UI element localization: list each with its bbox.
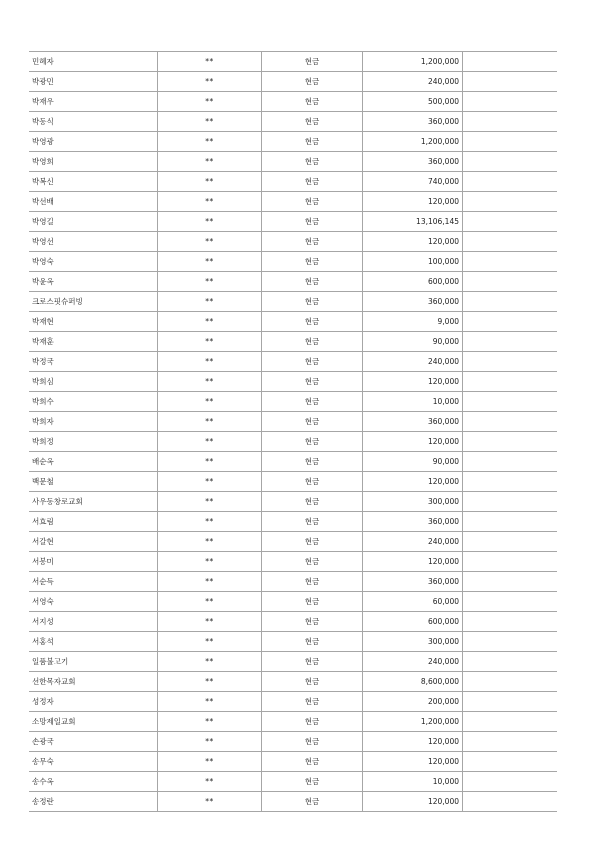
masked-id-cell: ** (158, 272, 262, 292)
donor-name-cell: 박영숙 (29, 252, 158, 272)
payment-type-cell: 현금 (262, 112, 363, 132)
amount-cell: 100,000 (363, 252, 463, 272)
masked-id-cell: ** (158, 332, 262, 352)
masked-id-cell: ** (158, 792, 262, 812)
masked-id-cell: ** (158, 572, 262, 592)
amount-cell: 120,000 (363, 792, 463, 812)
note-cell (463, 192, 558, 212)
masked-id-cell: ** (158, 112, 262, 132)
donor-name-cell: 박복신 (29, 172, 158, 192)
table-row (29, 652, 557, 672)
donor-name-cell: 박광민 (29, 72, 158, 92)
table-row (29, 252, 557, 272)
payment-type-cell: 현금 (262, 692, 363, 712)
table-row (29, 392, 557, 412)
masked-id-cell: ** (158, 772, 262, 792)
note-cell (463, 632, 558, 652)
payment-type-cell: 현금 (262, 392, 363, 412)
payment-type-cell: 현금 (262, 452, 363, 472)
payment-type-cell: 현금 (262, 92, 363, 112)
amount-cell: 360,000 (363, 412, 463, 432)
donor-name-cell: 선한목자교회 (29, 672, 158, 692)
payment-type-cell: 현금 (262, 772, 363, 792)
donor-name-cell: 서갈현 (29, 532, 158, 552)
table-row (29, 572, 557, 592)
amount-cell: 360,000 (363, 292, 463, 312)
table-row (29, 772, 557, 792)
donor-name-cell: 서봉미 (29, 552, 158, 572)
donor-name-cell: 송무숙 (29, 752, 158, 772)
donor-name-cell: 박희자 (29, 412, 158, 432)
payment-type-cell: 현금 (262, 752, 363, 772)
table-row (29, 412, 557, 432)
payment-type-cell: 현금 (262, 492, 363, 512)
donor-name-cell: 배순옥 (29, 452, 158, 472)
table-row (29, 592, 557, 612)
table-row (29, 532, 557, 552)
amount-cell: 8,600,000 (363, 672, 463, 692)
masked-id-cell: ** (158, 532, 262, 552)
amount-cell: 120,000 (363, 192, 463, 212)
amount-cell: 120,000 (363, 232, 463, 252)
amount-cell: 60,000 (363, 592, 463, 612)
table-row (29, 792, 557, 812)
payment-type-cell: 현금 (262, 572, 363, 592)
note-cell (463, 552, 558, 572)
amount-cell: 740,000 (363, 172, 463, 192)
note-cell (463, 692, 558, 712)
donor-name-cell: 송정란 (29, 792, 158, 812)
amount-cell: 13,106,145 (363, 212, 463, 232)
amount-cell: 120,000 (363, 552, 463, 572)
amount-cell: 360,000 (363, 512, 463, 532)
table-row (29, 512, 557, 532)
payment-type-cell: 현금 (262, 352, 363, 372)
amount-cell: 120,000 (363, 732, 463, 752)
note-cell (463, 352, 558, 372)
masked-id-cell: ** (158, 652, 262, 672)
donor-name-cell: 박영길 (29, 212, 158, 232)
note-cell (463, 472, 558, 492)
payment-type-cell: 현금 (262, 212, 363, 232)
note-cell (463, 572, 558, 592)
masked-id-cell: ** (158, 492, 262, 512)
donor-name-cell: 박정국 (29, 352, 158, 372)
donor-name-cell: 박영희 (29, 152, 158, 172)
masked-id-cell: ** (158, 452, 262, 472)
table-row (29, 132, 557, 152)
table-row (29, 672, 557, 692)
amount-cell: 360,000 (363, 572, 463, 592)
note-cell (463, 52, 558, 72)
table-row (29, 232, 557, 252)
donor-name-cell: 박재우 (29, 92, 158, 112)
note-cell (463, 292, 558, 312)
table-row (29, 72, 557, 92)
note-cell (463, 252, 558, 272)
donor-name-cell: 민혜자 (29, 52, 158, 72)
note-cell (463, 772, 558, 792)
masked-id-cell: ** (158, 692, 262, 712)
masked-id-cell: ** (158, 732, 262, 752)
note-cell (463, 732, 558, 752)
table-row (29, 452, 557, 472)
masked-id-cell: ** (158, 372, 262, 392)
masked-id-cell: ** (158, 212, 262, 232)
masked-id-cell: ** (158, 292, 262, 312)
table-row (29, 372, 557, 392)
masked-id-cell: ** (158, 172, 262, 192)
amount-cell: 240,000 (363, 352, 463, 372)
amount-cell: 240,000 (363, 652, 463, 672)
payment-type-cell: 현금 (262, 732, 363, 752)
amount-cell: 600,000 (363, 612, 463, 632)
note-cell (463, 592, 558, 612)
masked-id-cell: ** (158, 252, 262, 272)
donor-name-cell: 백문철 (29, 472, 158, 492)
payment-type-cell: 현금 (262, 272, 363, 292)
table-row (29, 292, 557, 312)
note-cell (463, 372, 558, 392)
amount-cell: 120,000 (363, 372, 463, 392)
payment-type-cell: 현금 (262, 552, 363, 572)
note-cell (463, 752, 558, 772)
donor-name-cell: 박재훈 (29, 332, 158, 352)
masked-id-cell: ** (158, 612, 262, 632)
payment-type-cell: 현금 (262, 132, 363, 152)
payment-type-cell: 현금 (262, 172, 363, 192)
table-row (29, 712, 557, 732)
amount-cell: 1,200,000 (363, 132, 463, 152)
amount-cell: 120,000 (363, 472, 463, 492)
payment-type-cell: 현금 (262, 72, 363, 92)
amount-cell: 90,000 (363, 452, 463, 472)
note-cell (463, 712, 558, 732)
table-row (29, 272, 557, 292)
note-cell (463, 232, 558, 252)
payment-type-cell: 현금 (262, 712, 363, 732)
note-cell (463, 332, 558, 352)
payment-type-cell: 현금 (262, 332, 363, 352)
table-row (29, 752, 557, 772)
amount-cell: 10,000 (363, 392, 463, 412)
donor-name-cell: 성정자 (29, 692, 158, 712)
ledger-body (29, 52, 557, 812)
donor-name-cell: 박영광 (29, 132, 158, 152)
table-row (29, 172, 557, 192)
payment-type-cell: 현금 (262, 152, 363, 172)
note-cell (463, 512, 558, 532)
payment-type-cell: 현금 (262, 592, 363, 612)
masked-id-cell: ** (158, 232, 262, 252)
masked-id-cell: ** (158, 512, 262, 532)
donor-name-cell: 박희정 (29, 432, 158, 452)
amount-cell: 300,000 (363, 632, 463, 652)
masked-id-cell: ** (158, 592, 262, 612)
note-cell (463, 132, 558, 152)
donor-name-cell: 서영숙 (29, 592, 158, 612)
donor-name-cell: 박선배 (29, 192, 158, 212)
masked-id-cell: ** (158, 632, 262, 652)
table-row (29, 692, 557, 712)
note-cell (463, 172, 558, 192)
masked-id-cell: ** (158, 352, 262, 372)
donor-name-cell: 송수옥 (29, 772, 158, 792)
payment-type-cell: 현금 (262, 412, 363, 432)
table-row (29, 632, 557, 652)
donor-name-cell: 일품불고기 (29, 652, 158, 672)
amount-cell: 200,000 (363, 692, 463, 712)
amount-cell: 1,200,000 (363, 52, 463, 72)
donor-name-cell: 박희수 (29, 392, 158, 412)
masked-id-cell: ** (158, 412, 262, 432)
note-cell (463, 672, 558, 692)
payment-type-cell: 현금 (262, 632, 363, 652)
donor-name-cell: 박윤옥 (29, 272, 158, 292)
table-row (29, 112, 557, 132)
donor-name-cell: 사우동창로교회 (29, 492, 158, 512)
masked-id-cell: ** (158, 392, 262, 412)
payment-type-cell: 현금 (262, 52, 363, 72)
table-row (29, 352, 557, 372)
donation-ledger-table (29, 51, 557, 812)
donor-name-cell: 박재현 (29, 312, 158, 332)
donor-name-cell: 서지성 (29, 612, 158, 632)
payment-type-cell: 현금 (262, 612, 363, 632)
donor-name-cell: 박희심 (29, 372, 158, 392)
payment-type-cell: 현금 (262, 792, 363, 812)
masked-id-cell: ** (158, 712, 262, 732)
table-row (29, 152, 557, 172)
note-cell (463, 532, 558, 552)
table-row (29, 732, 557, 752)
donor-name-cell: 서효림 (29, 512, 158, 532)
payment-type-cell: 현금 (262, 672, 363, 692)
masked-id-cell: ** (158, 72, 262, 92)
payment-type-cell: 현금 (262, 652, 363, 672)
masked-id-cell: ** (158, 132, 262, 152)
note-cell (463, 412, 558, 432)
masked-id-cell: ** (158, 432, 262, 452)
note-cell (463, 112, 558, 132)
payment-type-cell: 현금 (262, 472, 363, 492)
amount-cell: 10,000 (363, 772, 463, 792)
payment-type-cell: 현금 (262, 192, 363, 212)
table-row (29, 192, 557, 212)
table-row (29, 552, 557, 572)
donor-name-cell: 손광국 (29, 732, 158, 752)
note-cell (463, 452, 558, 472)
amount-cell: 120,000 (363, 752, 463, 772)
amount-cell: 360,000 (363, 112, 463, 132)
payment-type-cell: 현금 (262, 232, 363, 252)
payment-type-cell: 현금 (262, 292, 363, 312)
donor-name-cell: 박동식 (29, 112, 158, 132)
note-cell (463, 792, 558, 812)
note-cell (463, 212, 558, 232)
table-row (29, 212, 557, 232)
payment-type-cell: 현금 (262, 312, 363, 332)
table-row (29, 492, 557, 512)
amount-cell: 9,000 (363, 312, 463, 332)
amount-cell: 240,000 (363, 532, 463, 552)
masked-id-cell: ** (158, 92, 262, 112)
amount-cell: 90,000 (363, 332, 463, 352)
masked-id-cell: ** (158, 192, 262, 212)
payment-type-cell: 현금 (262, 432, 363, 452)
donor-name-cell: 소망제일교회 (29, 712, 158, 732)
masked-id-cell: ** (158, 672, 262, 692)
table-row (29, 612, 557, 632)
table-row (29, 312, 557, 332)
amount-cell: 1,200,000 (363, 712, 463, 732)
amount-cell: 600,000 (363, 272, 463, 292)
table-row (29, 472, 557, 492)
note-cell (463, 72, 558, 92)
note-cell (463, 312, 558, 332)
amount-cell: 240,000 (363, 72, 463, 92)
table-row (29, 332, 557, 352)
donor-name-cell: 박영선 (29, 232, 158, 252)
amount-cell: 300,000 (363, 492, 463, 512)
note-cell (463, 652, 558, 672)
note-cell (463, 272, 558, 292)
note-cell (463, 612, 558, 632)
donor-name-cell: 서홍석 (29, 632, 158, 652)
payment-type-cell: 현금 (262, 372, 363, 392)
masked-id-cell: ** (158, 472, 262, 492)
amount-cell: 500,000 (363, 92, 463, 112)
masked-id-cell: ** (158, 552, 262, 572)
table-row (29, 92, 557, 112)
note-cell (463, 492, 558, 512)
payment-type-cell: 현금 (262, 252, 363, 272)
amount-cell: 360,000 (363, 152, 463, 172)
note-cell (463, 92, 558, 112)
note-cell (463, 432, 558, 452)
payment-type-cell: 현금 (262, 512, 363, 532)
donor-name-cell: 서순득 (29, 572, 158, 592)
donor-name-cell: 크로스핏슈퍼빙 (29, 292, 158, 312)
note-cell (463, 392, 558, 412)
masked-id-cell: ** (158, 152, 262, 172)
table-row (29, 52, 557, 72)
masked-id-cell: ** (158, 312, 262, 332)
table-row (29, 432, 557, 452)
masked-id-cell: ** (158, 52, 262, 72)
note-cell (463, 152, 558, 172)
masked-id-cell: ** (158, 752, 262, 772)
amount-cell: 120,000 (363, 432, 463, 452)
payment-type-cell: 현금 (262, 532, 363, 552)
